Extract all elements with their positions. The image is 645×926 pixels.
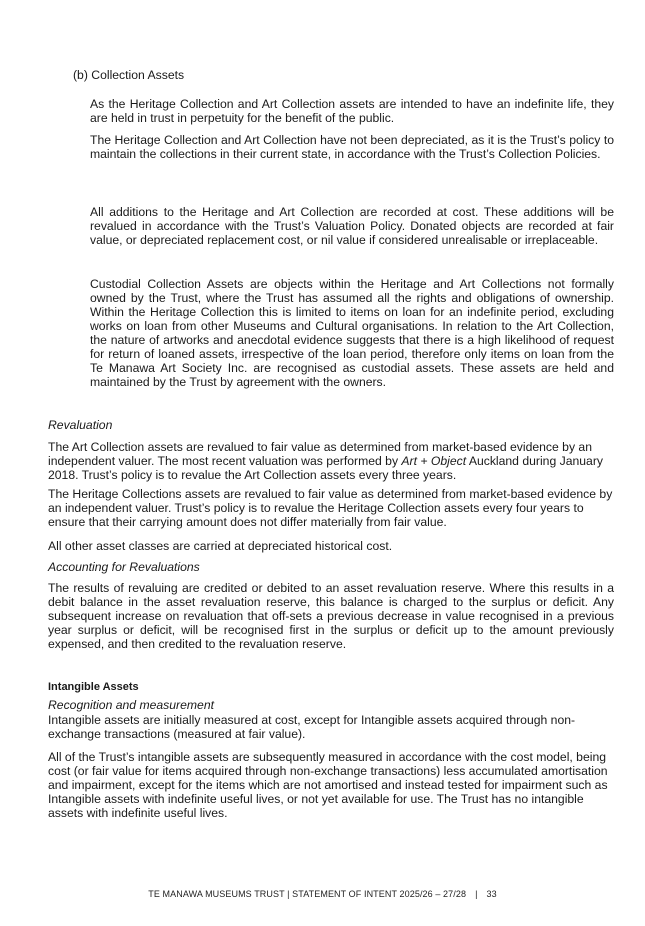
collection-paragraph-3: All additions to the Heritage and Art Collection are recorded at cost. These additions will be revalued in accordance with the Trust’s Valuation Policy. Donated objects are recorded at fair value, or depreciated replacement cost, or nil value if considered unrealisable or irreplaceable. <box>90 205 614 247</box>
page-footer <box>0 889 645 899</box>
collection-paragraph-2: The Heritage Collection and Art Collection have not been depreciated, as it is the Trust’s policy to maintain the collections in their current state, in accordance with the Trust’s Collection Policies. <box>90 133 614 161</box>
revaluation-paragraph-1 <box>48 440 614 482</box>
revaluation-paragraph-3: All other asset classes are carried at depreciated historical cost. <box>48 539 393 553</box>
intangible-assets-heading: Intangible Assets <box>48 681 139 693</box>
revaluation-p1-text-start: The Art Collection assets are revalued to fair value as determined from market-based evidence by an independent valuer. The most recent valuation was performed by <box>48 440 592 468</box>
valuer-name: Art + Object <box>401 454 467 468</box>
revaluation-heading: Revaluation <box>48 418 113 432</box>
accounting-paragraph-1: The results of revaluing are credited or debited to an asset revaluation reserve. Where this results in a debit balance in the asset revaluation reserve, this balance is charged to the surplus or deficit. Any subsequent increase on revaluation that off-sets a previous decrease in value recognised in a previous year surplus or deficit, will be recognised first in the surplus or deficit up to the amount previously expensed, and then credited to the revaluation reserve. <box>48 581 614 651</box>
footer-separator: | <box>475 889 478 899</box>
collection-paragraph-4: Custodial Collection Assets are objects within the Heritage and Art Collections not formally owned by the Trust, where the Trust has assumed all the rights and obligations of ownership. Within the Heritage Collection this is limited to items on loan for an indefinite period, excluding works on loan from other Museums and Cultural organisations. In relation to the Art Collection, the nature of artworks and anecdotal evidence suggests that there is a high likelihood of request for return of loaned assets, irrespective of the loan period, therefore only items on loan from the Te Manawa Art Society Inc. are recognised as custodial assets. These assets are held and maintained by the Trust by agreement with the owners. <box>90 277 614 389</box>
revaluation-p1-text-end: Auckland during January 2018. Trust’s policy is to revalue the Art Collection assets every three years. <box>48 454 603 482</box>
intangible-paragraph-2: All of the Trust’s intangible assets are subsequently measured in accordance with the cost model, being cost (or fair value for items acquired through non-exchange transactions) less accumulated amortisation and impairment, except for the items which are not amortised and instead tested for impairment such as Intangible assets with indefinite useful lives, or not yet available for use. The Trust has no intangible assets with indefinite useful lives. <box>48 750 608 820</box>
accounting-revaluations-heading: Accounting for Revaluations <box>48 560 200 574</box>
recognition-subheading: Recognition and measurement <box>48 698 214 712</box>
intangible-paragraph-1: Intangible assets are initially measured at cost, except for Intangible assets acquired through non-exchange transactions (measured at fair value). <box>48 713 576 741</box>
page-number: 33 <box>486 889 497 899</box>
collection-paragraph-1: As the Heritage Collection and Art Collection assets are intended to have an indefinite life, they are held in trust in perpetuity for the benefit of the public. <box>90 97 614 125</box>
collection-assets-heading: (b) Collection Assets <box>73 68 185 82</box>
footer-title: TE MANAWA MUSEUMS TRUST | STATEMENT OF INTENT 2025/26 – 27/28 <box>148 889 467 899</box>
revaluation-paragraph-2: The Heritage Collections assets are revalued to fair value as determined from market-based evidence by an independent valuer. Trust’s policy is to revalue the Heritage Collection assets every four years to ensure that their carrying amount does not differ materially from fair value. <box>48 487 613 529</box>
